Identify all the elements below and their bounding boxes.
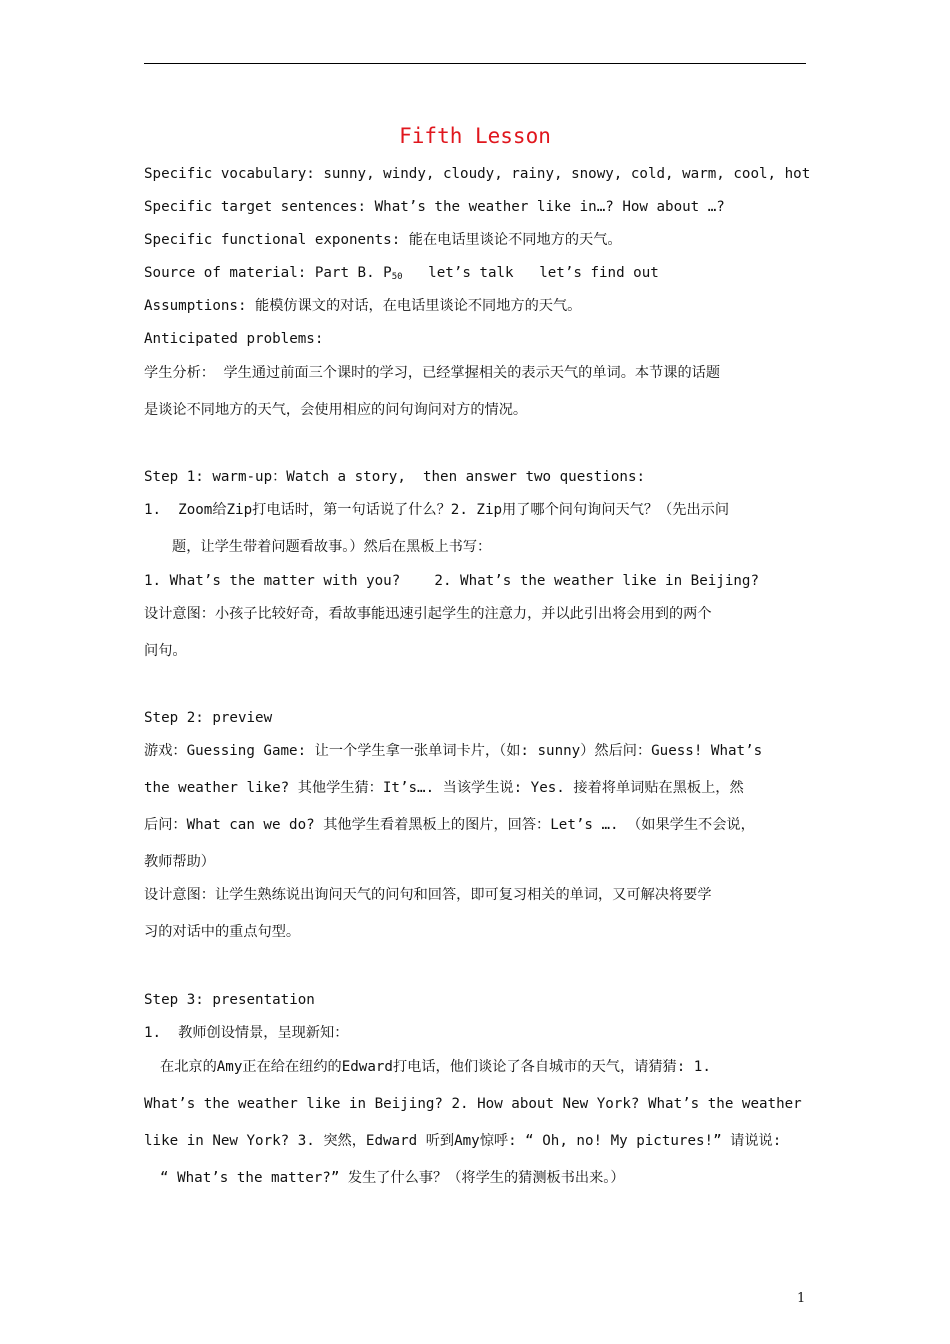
step1-question: 1. Zoom给Zip打电话时，第一句话说了什么？2. Zip用了哪个问句询问天气？（先出示问 xyxy=(144,502,730,518)
page-subscript: 50 xyxy=(391,272,403,282)
step2-game-line-4: 教师帮助） xyxy=(144,854,215,870)
step3-scenario-line-2: What’s the weather like in Beijing? 2. How about New York? What’s the weather xyxy=(144,1096,802,1112)
step2-game-line-1: 游戏：Guessing Game: 让一个学生拿一张单词卡片，（如: sunny）然后问：Guess! What’s xyxy=(144,743,763,759)
vocabulary-line: Specific vocabulary: sunny, windy, cloudy, rainy, snowy, cold, warm, cool, hot xyxy=(144,166,811,182)
page-number: 1 xyxy=(797,1291,806,1306)
student-analysis-line-2: 是谈论不同地方的天气，会使用相应的问句询问对方的情况。 xyxy=(144,402,528,418)
header-rule xyxy=(144,63,806,64)
functional-exponents-line: Specific functional exponents: 能在电话里谈论不同地方的天气。 xyxy=(144,232,622,248)
step2-game-line-2: the weather like? 其他学生猜：It’s…. 当该学生说: Yes. 接着将单词贴在黑板上，然 xyxy=(144,780,744,796)
anticipated-problems-line: Anticipated problems: xyxy=(144,331,324,347)
step1-heading: Step 1: warm-up：Watch a story, then answer two questions: xyxy=(144,469,646,485)
source-label: Source of material: Part B. P xyxy=(144,265,392,281)
step3-scenario-line-1: 在北京的Amy正在给在纽约的Edward打电话，他们谈论了各自城市的天气，请猜猜: 1. xyxy=(160,1059,711,1075)
student-analysis-line-1: 学生分析： 学生通过前面三个课时的学习，已经掌握相关的表示天气的单词。本节课的话题 xyxy=(144,365,721,381)
step1-design-intent: 设计意图：小孩子比较好奇，看故事能迅速引起学生的注意力，并以此引出将会用到的两个 xyxy=(144,606,712,622)
step2-design-intent-cont: 习的对话中的重点句型。 xyxy=(144,924,301,940)
step3-scenario-line-4: “ What’s the matter?” 发生了什么事？（将学生的猜测板书出来。） xyxy=(160,1170,625,1186)
source-line xyxy=(144,263,659,287)
step2-game-line-3: 后问：What can we do? 其他学生看着黑板上的图片，回答：Let’s …. （如果学生不会说， xyxy=(144,817,755,833)
step2-heading: Step 2: preview xyxy=(144,710,273,726)
assumptions-line: Assumptions: 能模仿课文的对话，在电话里谈论不同地方的天气。 xyxy=(144,298,582,314)
source-activities: let’s talk let’s find out xyxy=(402,265,659,281)
target-sentences-line: Specific target sentences: What’s the weather like in…? How about …? xyxy=(144,199,725,215)
step1-question-cont: 题，让学生带着问题看故事。）然后在黑板上书写： xyxy=(172,539,492,555)
step1-board-sentences: 1. What’s the matter with you? 2. What’s the weather like in Beijing? xyxy=(144,573,759,589)
step1-design-intent-cont: 问句。 xyxy=(144,643,187,659)
step3-heading: Step 3: presentation xyxy=(144,992,315,1008)
step3-scenario-line-3: like in New York? 3. 突然，Edward 听到Amy惊呼: “ Oh, no! My pictures!” 请说说: xyxy=(144,1133,782,1149)
page-title: Fifth Lesson xyxy=(399,124,551,148)
step2-design-intent: 设计意图：让学生熟练说出询问天气的问句和回答，即可复习相关的单词，又可解决将要学 xyxy=(144,887,712,903)
step3-item-1: 1. 教师创设情景，呈现新知： xyxy=(144,1025,349,1041)
